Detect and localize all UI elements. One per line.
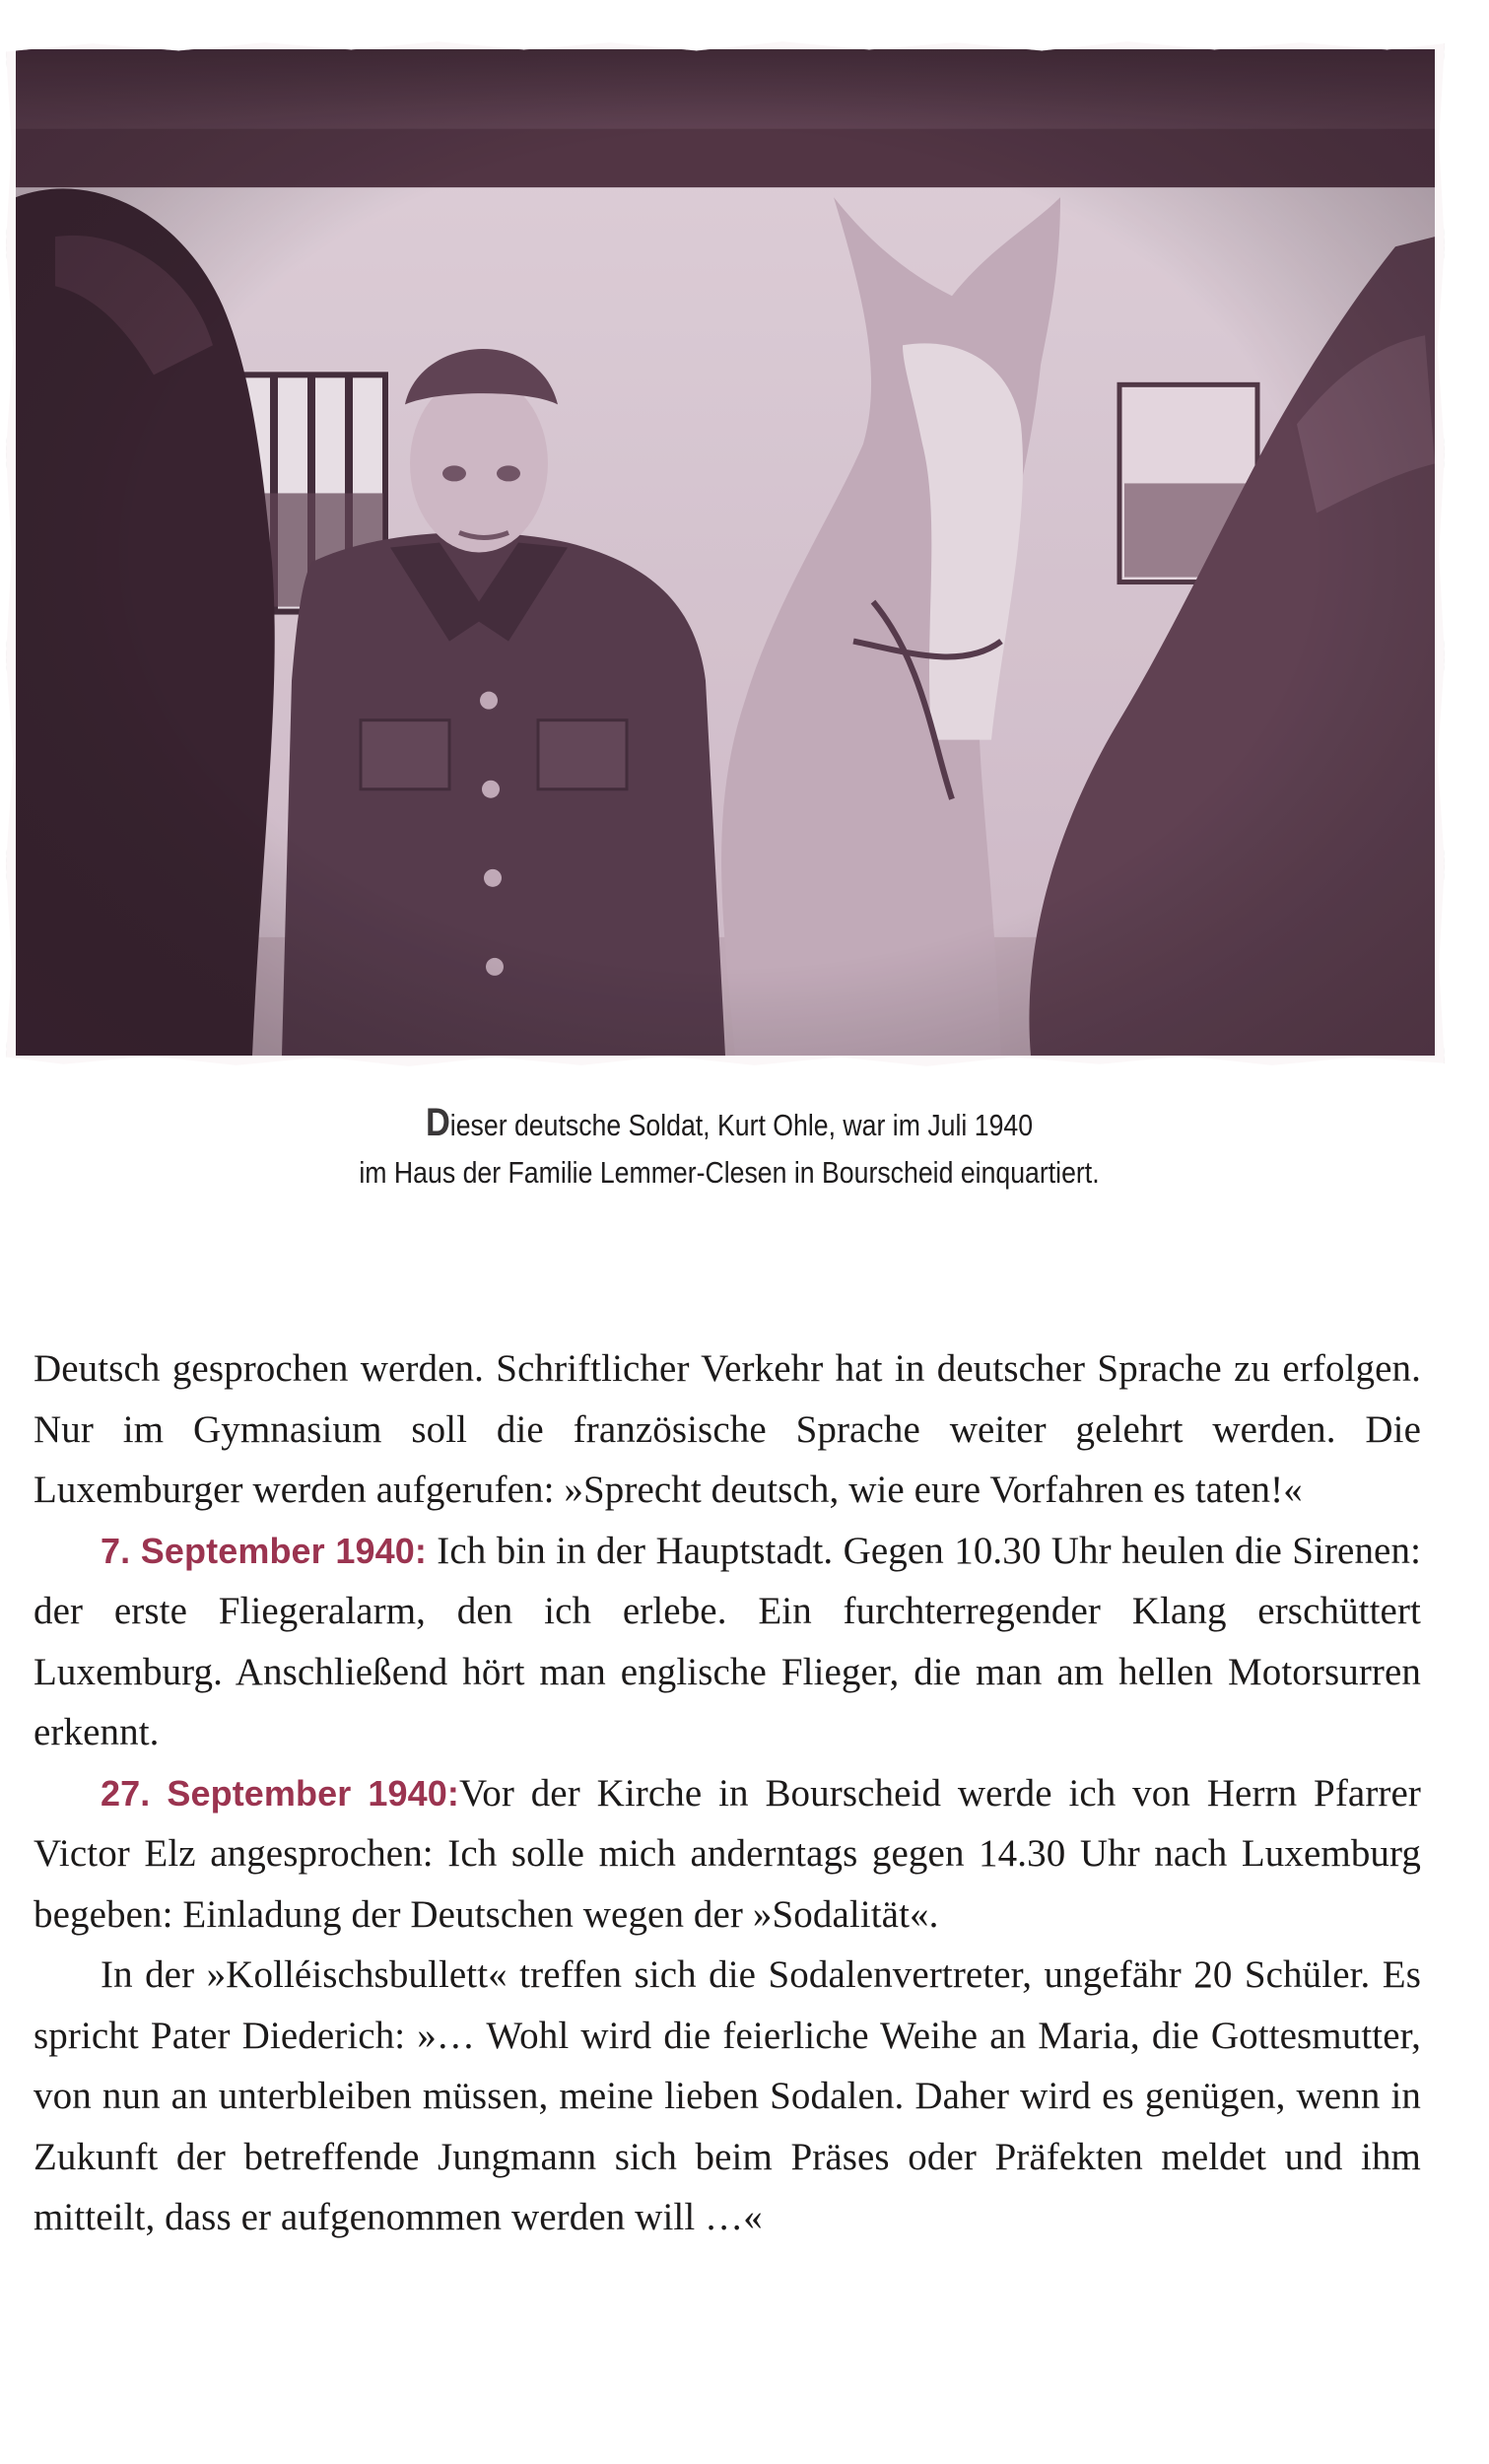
paragraph-entry-27-september (34, 1763, 1421, 1946)
soldier-with-horses-image (16, 49, 1435, 1056)
date-heading: 27. September 1940: (101, 1772, 459, 1814)
paragraph-intro: Deutsch gesprochen werden. Schriftlicher Verkehr hat in deutscher Sprache zu erfolgen. Nur im Gymnasium soll die französische Sprache weiter gelehrt werden. Die Luxemburger werden aufgerufen: »Sprecht deutsch, wie eure Vorfahren es taten!« (34, 1347, 1421, 1511)
entry-text: Ich bin in der Hauptstadt. Gegen 10.30 Uhr heulen die Sirenen: der erste Fliegeralarm, den ich erlebe. Ein furchterregender Klang erschüttert Luxemburg. Anschließend hört man englische Flieger, die man am hellen Motorsurren erkennt. (34, 1529, 1422, 1753)
article-body (34, 1338, 1421, 2248)
photo-caption (102, 1099, 1357, 1197)
caption-line-1 (102, 1099, 1357, 1149)
caption-line-2: im Haus der Familie Lemmer-Clesen in Bourscheid einquartiert. (359, 1155, 1100, 1190)
entry-text: Vor der Kirche in Bourscheid werde ich von Herrn Pfarrer Victor Elz angesprochen: Ich solle mich anderntags gegen 14.30 Uhr nach Luxemburg begeben: Einladung der Deutschen wegen der »Sodalität«. (34, 1771, 1421, 1936)
photo-frame (6, 39, 1445, 1069)
caption-initial: D (425, 1101, 450, 1144)
date-heading: 7. September 1940: (101, 1530, 427, 1571)
paragraph-sodality-meeting: In der »Kolléischsbullett« treffen sich die Sodalenvertreter, ungefähr 20 Schüler. Es spricht Pater Diederich: »… Wohl wird die feierliche Weihe an Maria, die Gottesmutter, von nun an unterbleiben müssen, meine lieben Sodalen. Daher wird es genügen, wenn in Zukunft der betreffende Jungmann sich beim Präses oder Präfekten meldet und ihm mitteilt, dass er aufgenommen werden will …« (34, 1953, 1421, 2238)
paragraph-entry-7-september (34, 1521, 1421, 1763)
caption-line-1-text: ieser deutsche Soldat, Kurt Ohle, war im Juli 1940 (449, 1108, 1034, 1142)
historical-photo (16, 49, 1435, 1056)
